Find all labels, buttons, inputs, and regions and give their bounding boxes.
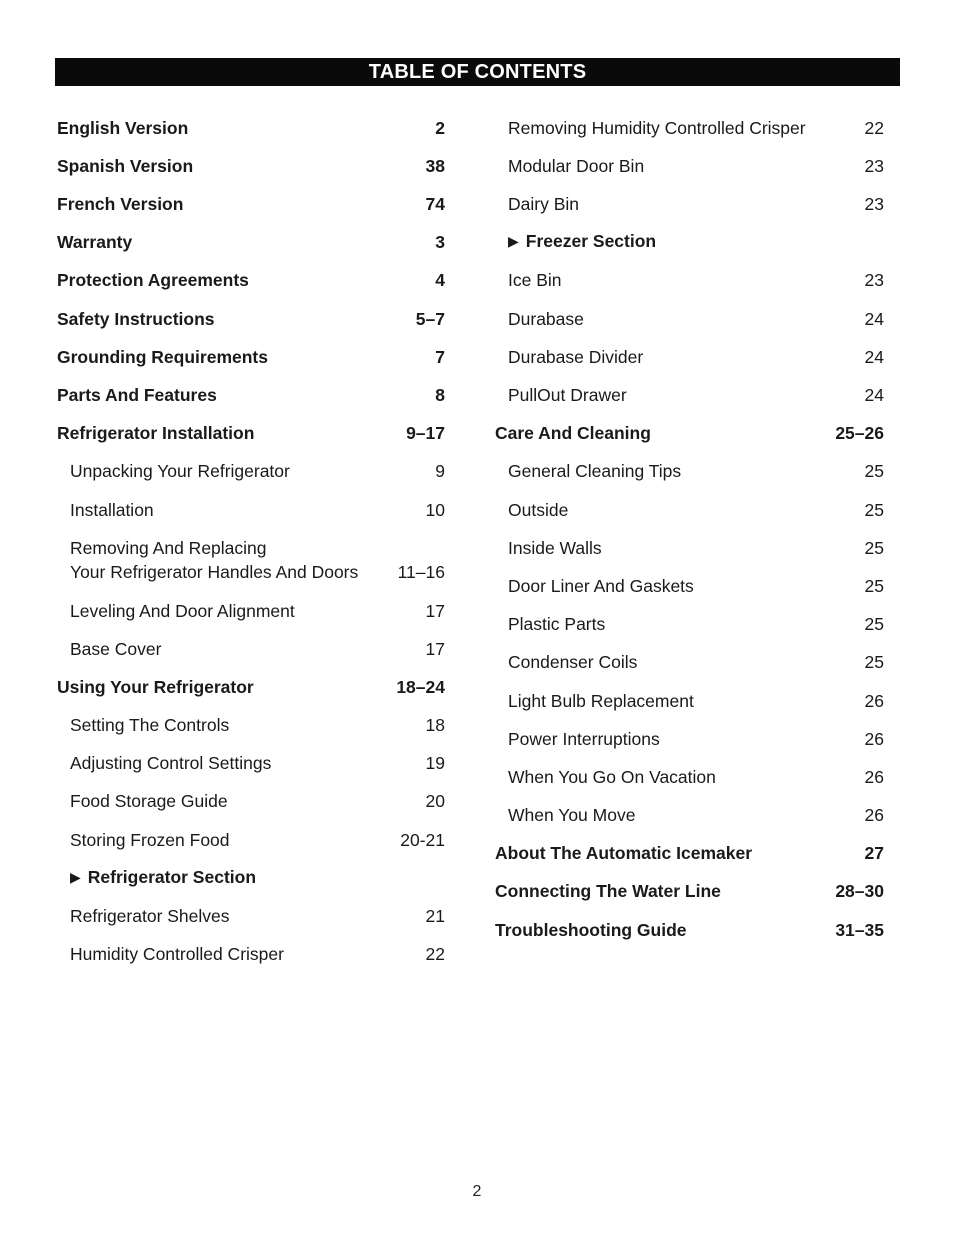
toc-entry-base-cover (57, 630, 445, 668)
toc-entry-page: 26 (864, 728, 884, 749)
toc-entry-durabase (495, 300, 884, 338)
toc-entry-page: 3 (435, 232, 445, 253)
toc-entry-refrigerator-installation (57, 415, 445, 453)
right-triangle-icon: ▶ (508, 233, 519, 250)
toc-entry-when-you-go-on-vacation (495, 758, 884, 796)
toc-entry-page: 25 (864, 614, 884, 635)
toc-entry-power-interruptions (495, 720, 884, 758)
toc-entry-english-version (57, 109, 445, 147)
toc-entry-label: Safety Instructions (57, 308, 215, 329)
toc-entry-parts-and-features (57, 376, 445, 414)
toc-entry-removing-humidity-controlled-crisper (495, 109, 884, 147)
toc-entry-page: 9–17 (406, 423, 445, 444)
toc-entry-label: When You Go On Vacation (508, 766, 716, 787)
toc-entry-page: 17 (425, 600, 445, 621)
toc-entry-using-your-refrigerator (57, 668, 445, 706)
toc-entry-page: 25 (864, 652, 884, 673)
toc-entry-page: 18–24 (396, 676, 445, 697)
toc-entry-food-storage-guide (57, 783, 445, 821)
toc-entry-durabase-divider (495, 338, 884, 376)
toc-entry-page: 2 (435, 117, 445, 138)
toc-entry-label: English Version (57, 117, 189, 138)
toc-entry-page: 25 (864, 499, 884, 520)
toc-entry-page: 7 (435, 346, 445, 367)
toc-entry-removing-and-replacing-your-refrigerator-handles-and-doors (57, 529, 445, 592)
toc-entry-label (57, 865, 256, 891)
toc-entry-page: 24 (864, 385, 884, 405)
toc-entry-humidity-controlled-crisper (57, 936, 445, 974)
toc-entry-dairy-bin (495, 185, 884, 223)
toc-entry-protection-agreements (57, 262, 445, 300)
toc-entry-installation (57, 491, 445, 529)
toc-entry-care-and-cleaning (495, 415, 884, 453)
toc-entry-page: 8 (435, 385, 445, 405)
toc-entry-page: 23 (864, 270, 884, 291)
toc-entry-door-liner-and-gaskets (495, 567, 884, 605)
toc-entry-label: Grounding Requirements (57, 346, 268, 367)
toc-entry-label: Outside (508, 499, 569, 520)
toc-entry-page: 25–26 (835, 423, 884, 444)
toc-entry-modular-door-bin (495, 147, 884, 185)
toc-entry-label: Durabase Divider (508, 346, 644, 367)
toc-entry-pullout-drawer (495, 376, 884, 414)
toc-entry-label: Base Cover (70, 638, 162, 659)
toc-left-column (57, 109, 445, 974)
toc-entry-label: Inside Walls (508, 537, 602, 558)
toc-entry-label: Plastic Parts (508, 614, 606, 635)
toc-entry-page: 9 (435, 461, 445, 482)
toc-entry-freezer-section (495, 224, 884, 262)
toc-entry-page: 20-21 (400, 829, 445, 850)
toc-entry-outside (495, 491, 884, 529)
toc-entry-label: Care And Cleaning (495, 423, 651, 444)
toc-entry-label: Refrigerator Installation (57, 423, 255, 444)
toc-entry-setting-the-controls (57, 706, 445, 744)
toc-entry-french-version (57, 185, 445, 223)
toc-entry-label: Condenser Coils (508, 652, 638, 673)
toc-entry-plastic-parts (495, 605, 884, 643)
toc-entry-page: 5–7 (415, 308, 445, 329)
toc-entry-page: 4 (435, 270, 445, 291)
toc-entry-page: 25 (864, 537, 884, 558)
toc-entry-label: Removing And Replacing Your Refrigerator Handles And Doors (70, 537, 359, 583)
toc-entry-unpacking-your-refrigerator (57, 453, 445, 491)
toc-entry-page: 10 (425, 499, 445, 520)
toc-entry-light-bulb-replacement (495, 682, 884, 720)
toc-entry-page: 17 (425, 638, 445, 659)
section-heading-text: Freezer Section (525, 231, 657, 252)
toc-entry-adjusting-control-settings (57, 745, 445, 783)
toc-entry-safety-instructions (57, 300, 445, 338)
toc-entry-troubleshooting-guide (495, 911, 884, 949)
toc-entry-page: 23 (864, 155, 884, 176)
toc-entry-page: 26 (864, 766, 884, 787)
toc-entry-page: 25 (864, 461, 884, 482)
table-of-contents-title: TABLE OF CONTENTS (55, 58, 900, 86)
toc-entry-page: 26 (864, 805, 884, 826)
right-triangle-icon: ▶ (70, 868, 81, 885)
toc-entry-label: Installation (70, 499, 154, 520)
toc-entry-page: 24 (864, 308, 884, 329)
toc-entry-label: Leveling And Door Alignment (70, 600, 295, 621)
toc-entry-page: 23 (864, 194, 884, 215)
toc-entry-page: 18 (425, 715, 445, 736)
toc-entry-label: Warranty (57, 232, 133, 253)
toc-entry-condenser-coils (495, 644, 884, 682)
toc-entry-label: Spanish Version (57, 155, 194, 176)
toc-entry-label: Door Liner And Gaskets (508, 575, 694, 596)
toc-entry-label: Troubleshooting Guide (495, 919, 687, 940)
toc-entry-label: General Cleaning Tips (508, 461, 682, 482)
toc-entry-page: 22 (864, 117, 884, 138)
toc-entry-refrigerator-shelves (57, 897, 445, 935)
toc-entry-when-you-move (495, 796, 884, 834)
toc-entry-label: Dairy Bin (508, 194, 579, 215)
toc-entry-grounding-requirements (57, 338, 445, 376)
toc-entry-label: Humidity Controlled Crisper (70, 944, 284, 965)
toc-entry-connecting-the-water-line (495, 873, 884, 911)
toc-entry-page: 38 (425, 155, 445, 176)
toc-entry-page: 24 (864, 346, 884, 367)
toc-entry-page: 19 (425, 753, 445, 774)
toc-entry-label: Unpacking Your Refrigerator (70, 461, 290, 482)
toc-entry-refrigerator-section (57, 859, 445, 897)
toc-entry-label: About The Automatic Icemaker (495, 843, 753, 864)
toc-entry-page: 20 (425, 791, 445, 812)
toc-entry-page: 28–30 (835, 881, 884, 902)
toc-entry-label: Ice Bin (508, 270, 562, 291)
toc-entry-warranty (57, 224, 445, 262)
toc-entry-about-the-automatic-icemaker (495, 835, 884, 873)
toc-entry-page: 22 (425, 944, 445, 965)
page-number: 2 (472, 1183, 482, 1200)
toc-entry-label: Setting The Controls (70, 715, 230, 736)
toc-entry-label (495, 229, 656, 255)
toc-entry-page: 21 (425, 906, 445, 927)
toc-entry-leveling-and-door-alignment (57, 592, 445, 630)
toc-entry-label: Durabase (508, 308, 584, 329)
toc-entry-label: Power Interruptions (508, 728, 660, 749)
toc-entry-label: When You Move (508, 805, 636, 826)
toc-entry-label: Refrigerator Shelves (70, 906, 230, 927)
toc-entry-page: 26 (864, 690, 884, 711)
toc-entry-label: PullOut Drawer (508, 385, 627, 405)
toc-entry-label: Light Bulb Replacement (508, 690, 694, 711)
toc-entry-label: Parts And Features (57, 385, 217, 405)
toc-entry-page: 25 (864, 575, 884, 596)
toc-entry-page: 27 (864, 843, 884, 864)
toc-right-column (495, 109, 884, 949)
toc-entry-label: Food Storage Guide (70, 791, 228, 812)
toc-entry-label: Storing Frozen Food (70, 829, 230, 850)
toc-entry-label: Modular Door Bin (508, 155, 645, 176)
toc-entry-inside-walls (495, 529, 884, 567)
toc-entry-label: Protection Agreements (57, 270, 249, 291)
toc-entry-label: Adjusting Control Settings (70, 753, 272, 774)
section-heading-text: Refrigerator Section (87, 866, 257, 887)
toc-entry-page: 31–35 (835, 919, 884, 940)
toc-entry-page: 11–16 (397, 562, 445, 583)
toc-entry-page: 74 (425, 194, 445, 215)
toc-entry-storing-frozen-food (57, 821, 445, 859)
toc-entry-spanish-version (57, 147, 445, 185)
toc-entry-general-cleaning-tips (495, 453, 884, 491)
toc-entry-label: Using Your Refrigerator (57, 676, 254, 697)
toc-entry-ice-bin (495, 262, 884, 300)
toc-entry-label: Removing Humidity Controlled Crisper (508, 117, 806, 138)
toc-entry-label: French Version (57, 194, 184, 215)
toc-entry-label: Connecting The Water Line (495, 881, 721, 902)
